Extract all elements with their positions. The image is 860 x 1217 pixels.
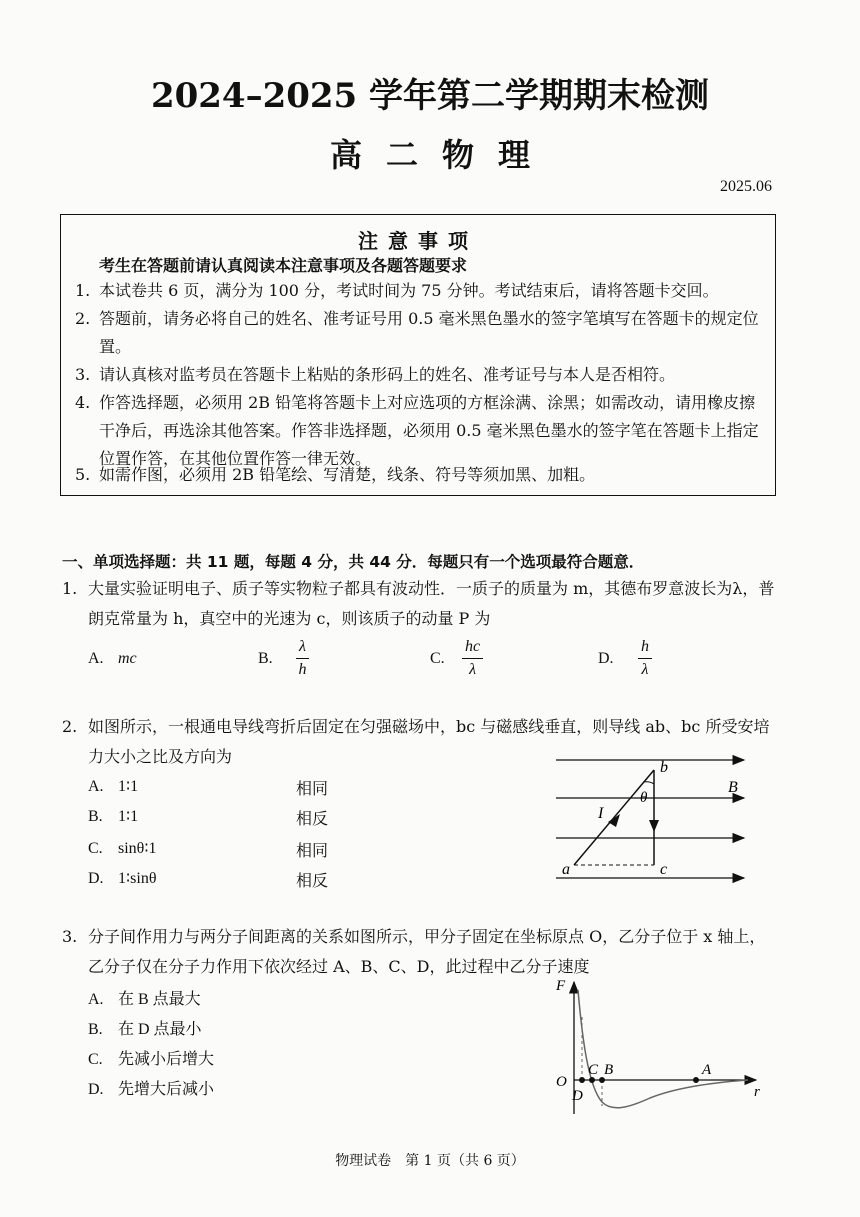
label-r: r [754, 1084, 760, 1100]
question-number: 2. [62, 717, 78, 736]
q3-option-c [88, 1046, 214, 1069]
magnetic-field-figure [548, 750, 758, 890]
label-A: A [702, 1062, 712, 1078]
notice-item-number: 2. [75, 309, 91, 328]
question-1-stem [62, 574, 778, 634]
angle-arc [644, 782, 654, 784]
option-text: mc [118, 650, 137, 667]
notice-title: 注意事项 [358, 229, 478, 253]
option-ratio: 1∶1 [118, 808, 139, 825]
notice-item-text: 本试卷共 6 页，满分为 100 分，考试时间为 75 分钟。考试结束后，请将答题卡交回。 [99, 281, 719, 300]
notice-item [75, 305, 765, 361]
notice-subtitle: 考生在答题前请认真阅读本注意事项及各题答题要求 [99, 256, 468, 275]
q2-option-c [88, 838, 388, 858]
option-ratio: 1∶sinθ [118, 870, 157, 887]
question-number: 1. [62, 579, 78, 598]
question-text: 如图所示，一根通电导线弯折后固定在匀强磁场中，bc 与磁感线垂直，则导线 ab、bc 所受安培力大小之比及方向为 [88, 717, 770, 766]
section-heading: 一、单项选择题：共 11 题，每题 4 分，共 44 分．每题只有一个选项最符合题意． [62, 553, 645, 571]
q1-option-b-label: B. [258, 650, 273, 667]
q3-option-b [88, 1016, 202, 1039]
notice-box [60, 214, 776, 496]
label-D: D [572, 1088, 583, 1104]
label-c: c [660, 861, 668, 878]
exam-subject: 高二物理 [329, 136, 554, 174]
fraction-denominator: λ [641, 661, 649, 678]
notice-item [75, 277, 765, 305]
notice-item-number: 5. [75, 465, 91, 484]
notice-item [75, 361, 765, 389]
option-direction: 相反 [296, 873, 329, 890]
option-label: D. [88, 870, 104, 887]
q1-option-c-label: C. [430, 650, 445, 667]
option-direction: 相反 [296, 811, 329, 828]
option-label: A. [88, 778, 104, 795]
notice-item-text: 答题前，请务必将自己的姓名、准考证号用 0.5 毫米黑色墨水的签字笔填写在答题卡的规定位置。 [99, 309, 759, 356]
question-text: 大量实验证明电子、质子等实物粒子都具有波动性．一质子的质量为 m，其德布罗意波长为λ，普朗克常量为 h，真空中的光速为 c，则该质子的动量 P 为 [88, 579, 775, 628]
exam-title: 2024–2025 学年第二学期期末检测 [150, 76, 710, 116]
notice-item-number: 3. [75, 365, 91, 384]
option-text: 在 B 点最大 [118, 991, 201, 1008]
notice-item [75, 461, 765, 489]
exam-date: 2025.06 [720, 178, 772, 195]
option-label: B. [88, 1021, 103, 1038]
notice-item-text: 作答选择题，必须用 2B 铅笔将答题卡上对应选项的方框涂满、涂黑；如需改动，请用橡皮擦干净后，再选涂其他答案。作答非选择题，必须用 0.5 毫米黑色墨水的签字笔在答题卡上指定位置作答，在其他位置作答一律无效。 [99, 393, 759, 468]
force-curve [578, 990, 748, 1108]
label-O: O [556, 1074, 567, 1090]
option-label: A. [88, 650, 104, 667]
option-direction: 相同 [296, 843, 329, 860]
notice-item-text: 请认真核对监考员在答题卡上粘贴的条形码上的姓名、准考证号与本人是否相符。 [99, 365, 676, 384]
question-3-stem [62, 922, 778, 982]
point-d [579, 1077, 585, 1083]
fraction-numerator: h [638, 638, 652, 659]
option-label: D. [88, 1081, 104, 1098]
label-I: I [598, 805, 604, 822]
notice-item-number: 4. [75, 393, 91, 412]
fraction-numerator: hc [462, 638, 483, 659]
fraction-denominator: λ [469, 661, 477, 678]
q3-option-a [88, 986, 201, 1009]
label-F: F [556, 978, 566, 994]
option-direction: 相同 [296, 781, 329, 798]
q1-option-d-label: D. [598, 650, 614, 667]
q2-option-a [88, 776, 388, 796]
option-ratio: 1∶1 [118, 778, 139, 795]
q2-option-d [88, 868, 388, 888]
option-label: C. [88, 840, 103, 857]
option-label: A. [88, 991, 104, 1008]
option-ratio: sinθ∶1 [118, 840, 157, 857]
fraction-numerator: λ [296, 638, 309, 659]
q2-option-b [88, 806, 388, 826]
label-theta: θ [640, 790, 648, 806]
q3-option-d [88, 1076, 214, 1099]
q1-option-d-fraction [638, 638, 652, 679]
option-label: C. [88, 1051, 103, 1068]
question-text: 分子间作用力与两分子间距离的关系如图所示，甲分子固定在坐标原点 O，乙分子位于 x 轴上，乙分子仅在分子力作用下依次经过 A、B、C、D，此过程中乙分子速度 [88, 927, 766, 976]
molecular-force-figure [550, 976, 770, 1116]
wire-ab [574, 770, 654, 865]
option-text: 在 D 点最小 [118, 1021, 202, 1038]
point-a [693, 1077, 699, 1083]
option-text: 先增大后减小 [118, 1081, 215, 1098]
current-arrow-ab [608, 814, 620, 827]
fraction-denominator: h [298, 661, 307, 678]
current-arrow-bc [649, 820, 659, 832]
q1-option-c-fraction [462, 638, 483, 679]
option-text: 先减小后增大 [118, 1051, 215, 1068]
label-B: B [728, 779, 738, 796]
label-C: C [588, 1062, 599, 1078]
notice-item-number: 1. [75, 281, 91, 300]
label-a: a [562, 861, 570, 878]
q1-option-a [88, 650, 137, 668]
notice-item-text: 如需作图，必须用 2B 铅笔绘、写清楚，线条、符号等须加黑、加粗。 [99, 465, 596, 484]
label-b: b [660, 759, 668, 776]
option-label: B. [88, 808, 103, 825]
q1-option-b-fraction [296, 638, 309, 679]
question-number: 3. [62, 927, 78, 946]
page-footer: 物理试卷 第 1 页（共 6 页） [335, 1153, 525, 1169]
label-B: B [604, 1062, 614, 1078]
